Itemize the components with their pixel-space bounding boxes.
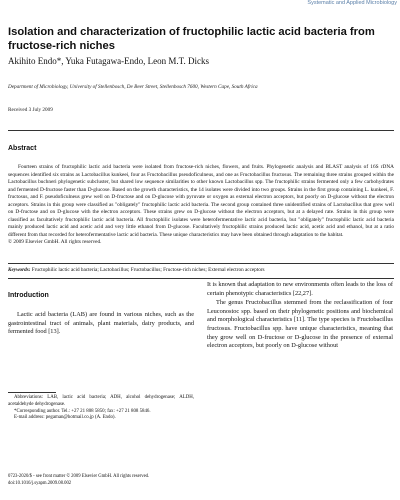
footnote-email[interactable]: E-mail address: pegaman@hotmail.co.jp (A. Endo). xyxy=(14,415,116,421)
abstract-text: Fourteen strains of fructophilic lactic acid bacteria were isolated from fructose-rich niches, flowers, and fruits. Phylogenetic analysis and BLAST analysis of 16S rDNA sequences identified six strains as Lactobacillus kunkeei, four as Fructobacillus pseudoficulneus, and one as Fructobacillus fructosus. The remaining three strains grouped within the Lactobacillus buchneri phylogenetic subcluster, but shared low sequence similarities to other known Lactobacillus spp. The fructophilic strains fermented only a few carbohydrates and fermented D-fructose faster than D-glucose. Based on the growth characteristics, the 14 isolates were divided into two groups. Strains in the first group containing L. kunkeei, F. fructosus, and F. pseudoficulneus grew well on D-fructose and on D-glucose with pyruvate or oxygen as external electron acceptors, but poorly on D-glucose without the electron acceptors. Strains in this group were classified as "obligately" fructophilic lactic acid bacteria. The second group contained three unidentified strains of Lactobacillus that grew well on D-fructose and on D-glucose with the electron acceptors. These strains grew on D-glucose without the electron acceptors, but at a delayed rate. Strains in this group were classified as facultatively fructophilic lactic acid bacteria. All fructophilic isolates were heterofermentative lactic acid bacteria, but "obligately" fructophilic lactic acid bacteria mainly produced lactic acid and acetic acid and very little ethanol from D-glucose. Facultatively fructophilic strains produced lactic acid, acetic acid and ethanol, but at a ratio different from that recorded for heterofermentative lactic acid bacteria. These unique characteristics may have been obtained through adaptation to the habitat. xyxy=(8,164,394,238)
introduction-paragraph: Lactic acid bacteria (LAB) are found in various niches, such as the gastrointestinal tract of animals, plant materials, dairy products, and fermented food [13]. xyxy=(8,311,194,336)
author-affiliation: Department of Microbiology, University of Stellenbosch, De Beer Street, Stellenbosch 7600, Western Cape, South Africa xyxy=(8,84,258,90)
journal-reference[interactable]: Systematic and Applied Microbiology xyxy=(307,0,397,6)
issn-line: 0723-2020/$ - see front matter © 2009 Elsevier GmbH. All rights reserved. xyxy=(8,474,150,479)
keywords-list: Fructophilic lactic acid bacteria; Lactobacillus; Fructobacillus; Fructose-rich niches; External electron acceptors xyxy=(31,267,265,273)
keywords-divider xyxy=(8,278,394,279)
article-authors: Akihito Endo*, Yuka Futagawa-Endo, Leon M.T. Dicks xyxy=(8,56,209,66)
introduction-heading: Introduction xyxy=(8,292,49,299)
keywords-label: Keywords: xyxy=(8,267,31,273)
right-paragraph-2: The genus Fructobacillus stemmed from the reclassification of four Leuconostoc spp. based on their phylogenetic positions and biochemical and morphological characteristics [11]. The type species is Fructobacillus fructosus. Fructobacillus spp. have unique characteristics, meaning that they grow well on D-fructose or D-glucose in the presence of external electron acceptors, but poorly on D-glucose without xyxy=(207,299,393,350)
received-date: Received 3 July 2009 xyxy=(8,107,53,113)
footnote-corresponding: *Corresponding author. Tel.: +27 21 808 5850; fax: +27 21 808 5846. xyxy=(14,408,151,414)
abstract-copyright: © 2009 Elsevier GmbH. All rights reserved. xyxy=(8,239,102,245)
right-paragraph-1: It is known that adaptation to new environments often leads to the loss of certain phenotypic characteristics [22,27]. xyxy=(207,281,393,297)
footnotes xyxy=(8,395,194,422)
right-column xyxy=(207,281,393,351)
abstract-heading: Abstract xyxy=(8,145,37,152)
abstract-body xyxy=(8,164,394,247)
issn-block xyxy=(8,474,194,487)
header-divider xyxy=(8,130,394,131)
abstract-divider xyxy=(8,263,394,264)
doi-line[interactable]: doi:10.1016/j.syapm.2009.08.002 xyxy=(8,480,72,486)
keywords-line xyxy=(8,267,394,273)
footnote-abbreviations: Abbreviations: LAB, lactic acid bacteria; ADH, alcohol dehydrogenase; ALDH, acetaldehyde dehydrogenase. xyxy=(8,395,194,407)
footnote-divider xyxy=(8,392,56,393)
article-title: Isolation and characterization of fructophilic lactic acid bacteria from fructose-rich niches xyxy=(8,26,375,52)
